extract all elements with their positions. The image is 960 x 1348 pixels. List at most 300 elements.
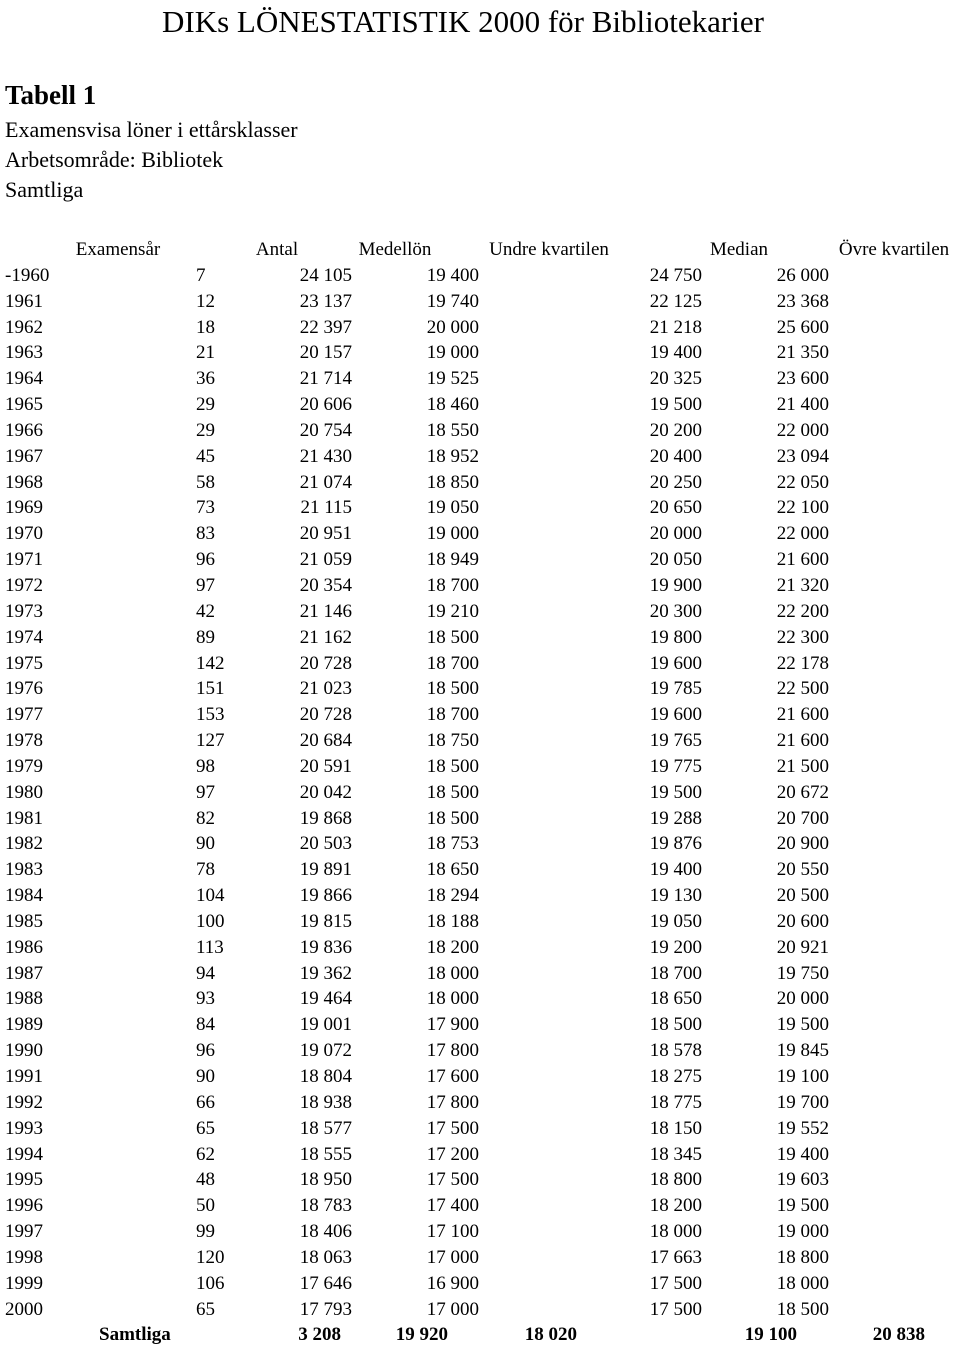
cell-medellon: 18 577 bbox=[299, 1117, 352, 1139]
cell-undre-kvartilen: 17 900 bbox=[426, 1014, 479, 1036]
cell-examensar: 1967 bbox=[5, 445, 43, 467]
cell-examensar: 1991 bbox=[5, 1066, 43, 1087]
cell-ovre-kvartilen: 18 500 bbox=[776, 1298, 829, 1320]
cell-undre-kvartilen: 17 000 bbox=[426, 1298, 479, 1320]
cell-antal: 18 bbox=[196, 316, 215, 338]
cell-examensar: 1961 bbox=[5, 290, 43, 312]
cell-medellon: 20 354 bbox=[299, 574, 352, 596]
cell-undre-kvartilen: 18 550 bbox=[426, 419, 479, 441]
cell-median: 20 200 bbox=[649, 419, 702, 441]
cell-ovre-kvartilen: 20 672 bbox=[776, 781, 829, 803]
cell-antal: 96 bbox=[196, 1040, 215, 1062]
cell-examensar: 1974 bbox=[5, 626, 43, 648]
cell-antal: 151 bbox=[196, 678, 225, 700]
cell-ovre-kvartilen: 19 552 bbox=[776, 1117, 829, 1139]
cell-median: 17 663 bbox=[649, 1246, 702, 1268]
cell-undre-kvartilen: 20 000 bbox=[426, 316, 479, 338]
cell-median: 18 500 bbox=[649, 1014, 702, 1036]
cell-antal: 7 bbox=[196, 264, 206, 286]
table-row bbox=[0, 1064, 960, 1090]
cell-antal: 93 bbox=[196, 988, 215, 1010]
cell-antal: 142 bbox=[196, 652, 225, 674]
cell-examensar: 1987 bbox=[5, 962, 43, 984]
cell-antal: 153 bbox=[196, 704, 225, 726]
cell-antal: 29 bbox=[196, 419, 215, 441]
cell-ovre-kvartilen: 19 100 bbox=[776, 1066, 829, 1087]
cell-undre-kvartilen: 17 600 bbox=[426, 1066, 479, 1087]
cell-ovre-kvartilen: 19 603 bbox=[776, 1169, 829, 1191]
cell-medellon: 21 115 bbox=[300, 497, 352, 519]
cell-median: 19 785 bbox=[649, 678, 702, 700]
cell-antal: 89 bbox=[196, 626, 215, 648]
cell-undre-kvartilen: 18 952 bbox=[426, 445, 479, 467]
cell-undre-kvartilen: 18 000 bbox=[426, 988, 479, 1010]
cell-antal: 65 bbox=[196, 1298, 215, 1320]
table-row bbox=[0, 961, 960, 987]
cell-medellon: 19 464 bbox=[299, 988, 352, 1010]
cell-median: 21 218 bbox=[649, 316, 702, 338]
cell-ovre-kvartilen: 22 000 bbox=[776, 419, 829, 441]
table-row bbox=[0, 728, 960, 754]
cell-medellon: 20 591 bbox=[299, 755, 352, 777]
column-header-ovre-kvartilen: Övre kvartilen bbox=[838, 239, 950, 260]
table-row bbox=[0, 1245, 960, 1271]
cell-ovre-kvartilen: 20 900 bbox=[776, 833, 829, 855]
cell-medellon: 18 950 bbox=[299, 1169, 352, 1191]
total-ovre-kvartilen: 20 838 bbox=[872, 1324, 925, 1346]
table-row bbox=[0, 780, 960, 806]
cell-antal: 104 bbox=[196, 885, 225, 907]
cell-examensar: 1976 bbox=[5, 678, 43, 700]
cell-examensar: 1979 bbox=[5, 755, 43, 777]
cell-antal: 94 bbox=[196, 962, 215, 984]
cell-ovre-kvartilen: 18 000 bbox=[776, 1272, 829, 1294]
cell-undre-kvartilen: 18 294 bbox=[426, 885, 479, 907]
cell-examensar: 1966 bbox=[5, 419, 43, 441]
cell-antal: 58 bbox=[196, 471, 215, 493]
cell-examensar: 1993 bbox=[5, 1117, 43, 1139]
cell-medellon: 19 001 bbox=[299, 1014, 352, 1036]
cell-examensar: 1971 bbox=[5, 549, 43, 571]
cell-antal: 50 bbox=[196, 1195, 215, 1217]
table-row bbox=[0, 470, 960, 496]
cell-medellon: 19 815 bbox=[299, 910, 352, 932]
cell-medellon: 22 397 bbox=[299, 316, 352, 338]
column-header-median: Median bbox=[709, 239, 769, 260]
cell-undre-kvartilen: 18 750 bbox=[426, 730, 479, 752]
cell-undre-kvartilen: 19 000 bbox=[426, 523, 479, 545]
cell-ovre-kvartilen: 21 320 bbox=[776, 574, 829, 596]
cell-medellon: 20 951 bbox=[299, 523, 352, 545]
table-total-row bbox=[0, 1322, 960, 1348]
cell-undre-kvartilen: 19 740 bbox=[426, 290, 479, 312]
cell-medellon: 21 162 bbox=[299, 626, 352, 648]
cell-examensar: 1984 bbox=[5, 885, 43, 907]
cell-antal: 66 bbox=[196, 1091, 215, 1113]
cell-antal: 90 bbox=[196, 833, 215, 855]
total-label: Samtliga bbox=[99, 1324, 171, 1346]
table-row bbox=[0, 1116, 960, 1142]
cell-medellon: 20 157 bbox=[299, 342, 352, 364]
table-row bbox=[0, 1012, 960, 1038]
cell-examensar: 2000 bbox=[5, 1298, 43, 1320]
cell-undre-kvartilen: 18 500 bbox=[426, 755, 479, 777]
cell-antal: 113 bbox=[196, 936, 224, 958]
cell-examensar: 1981 bbox=[5, 807, 43, 829]
cell-medellon: 21 714 bbox=[299, 368, 352, 390]
cell-median: 19 600 bbox=[649, 704, 702, 726]
cell-undre-kvartilen: 19 050 bbox=[426, 497, 479, 519]
cell-undre-kvartilen: 18 500 bbox=[426, 678, 479, 700]
cell-ovre-kvartilen: 21 500 bbox=[776, 755, 829, 777]
cell-ovre-kvartilen: 18 800 bbox=[776, 1246, 829, 1268]
table-row bbox=[0, 625, 960, 651]
table-row bbox=[0, 340, 960, 366]
cell-median: 19 500 bbox=[649, 781, 702, 803]
cell-median: 19 130 bbox=[649, 885, 702, 907]
cell-medellon: 19 072 bbox=[299, 1040, 352, 1062]
cell-ovre-kvartilen: 21 600 bbox=[776, 549, 829, 571]
cell-ovre-kvartilen: 19 000 bbox=[776, 1221, 829, 1243]
cell-ovre-kvartilen: 22 500 bbox=[776, 678, 829, 700]
cell-ovre-kvartilen: 20 700 bbox=[776, 807, 829, 829]
group-label: Samtliga bbox=[5, 177, 84, 202]
cell-undre-kvartilen: 17 000 bbox=[426, 1246, 479, 1268]
cell-examensar: 1970 bbox=[5, 523, 43, 545]
cell-examensar: 1969 bbox=[5, 497, 43, 519]
cell-median: 19 400 bbox=[649, 342, 702, 364]
cell-ovre-kvartilen: 23 600 bbox=[776, 368, 829, 390]
cell-examensar: 1962 bbox=[5, 316, 43, 338]
cell-antal: 82 bbox=[196, 807, 215, 829]
cell-undre-kvartilen: 19 210 bbox=[426, 600, 479, 622]
cell-median: 18 150 bbox=[649, 1117, 702, 1139]
cell-median: 18 578 bbox=[649, 1040, 702, 1062]
cell-ovre-kvartilen: 19 500 bbox=[776, 1195, 829, 1217]
cell-median: 19 800 bbox=[649, 626, 702, 648]
cell-examensar: 1995 bbox=[5, 1169, 43, 1191]
cell-antal: 98 bbox=[196, 755, 215, 777]
table-heading: Tabell 1 bbox=[5, 80, 97, 110]
cell-antal: 42 bbox=[196, 600, 215, 622]
table-row bbox=[0, 806, 960, 832]
cell-examensar: 1999 bbox=[5, 1272, 43, 1294]
cell-medellon: 18 555 bbox=[299, 1143, 352, 1165]
cell-antal: 78 bbox=[196, 859, 215, 881]
cell-ovre-kvartilen: 23 368 bbox=[776, 290, 829, 312]
cell-undre-kvartilen: 18 700 bbox=[426, 704, 479, 726]
cell-ovre-kvartilen: 26 000 bbox=[776, 264, 829, 286]
table-row bbox=[0, 702, 960, 728]
cell-undre-kvartilen: 18 500 bbox=[426, 781, 479, 803]
cell-ovre-kvartilen: 20 600 bbox=[776, 910, 829, 932]
cell-median: 19 200 bbox=[649, 936, 702, 958]
cell-medellon: 20 503 bbox=[299, 833, 352, 855]
cell-antal: 97 bbox=[196, 781, 215, 803]
cell-examensar: 1977 bbox=[5, 704, 43, 726]
table-row bbox=[0, 1219, 960, 1245]
cell-antal: 99 bbox=[196, 1221, 215, 1243]
cell-examensar: 1997 bbox=[5, 1221, 43, 1243]
cell-undre-kvartilen: 17 200 bbox=[426, 1143, 479, 1165]
cell-undre-kvartilen: 17 500 bbox=[426, 1169, 479, 1191]
table-header-row bbox=[0, 237, 960, 263]
cell-ovre-kvartilen: 23 094 bbox=[776, 445, 829, 467]
table-row bbox=[0, 1038, 960, 1064]
cell-median: 19 600 bbox=[649, 652, 702, 674]
cell-medellon: 24 105 bbox=[299, 264, 352, 286]
cell-medellon: 18 938 bbox=[299, 1091, 352, 1113]
cell-medellon: 20 754 bbox=[299, 419, 352, 441]
cell-ovre-kvartilen: 21 600 bbox=[776, 704, 829, 726]
cell-undre-kvartilen: 18 188 bbox=[426, 910, 479, 932]
cell-examensar: 1978 bbox=[5, 730, 43, 752]
cell-antal: 97 bbox=[196, 574, 215, 596]
document-title: DIKs LÖNESTATISTIK 2000 för Bibliotekarier bbox=[162, 4, 764, 39]
cell-median: 22 125 bbox=[649, 290, 702, 312]
table-row bbox=[0, 676, 960, 702]
cell-antal: 29 bbox=[196, 394, 215, 416]
cell-undre-kvartilen: 16 900 bbox=[426, 1272, 479, 1294]
table-row bbox=[0, 315, 960, 341]
cell-median: 19 288 bbox=[649, 807, 702, 829]
table-row bbox=[0, 651, 960, 677]
table-row bbox=[0, 1142, 960, 1168]
cell-ovre-kvartilen: 20 550 bbox=[776, 859, 829, 881]
cell-medellon: 21 059 bbox=[299, 549, 352, 571]
cell-undre-kvartilen: 17 400 bbox=[426, 1195, 479, 1217]
cell-median: 19 900 bbox=[649, 574, 702, 596]
cell-median: 20 050 bbox=[649, 549, 702, 571]
cell-ovre-kvartilen: 22 300 bbox=[776, 626, 829, 648]
cell-examensar: 1988 bbox=[5, 988, 43, 1010]
table-body bbox=[0, 263, 960, 1323]
cell-medellon: 20 728 bbox=[299, 704, 352, 726]
cell-ovre-kvartilen: 19 700 bbox=[776, 1091, 829, 1113]
table-row bbox=[0, 599, 960, 625]
total-median: 19 100 bbox=[744, 1324, 797, 1346]
table-row bbox=[0, 986, 960, 1012]
cell-medellon: 19 891 bbox=[299, 859, 352, 881]
cell-ovre-kvartilen: 20 500 bbox=[776, 885, 829, 907]
cell-examensar: 1968 bbox=[5, 471, 43, 493]
cell-undre-kvartilen: 18 753 bbox=[426, 833, 479, 855]
cell-median: 20 400 bbox=[649, 445, 702, 467]
cell-antal: 12 bbox=[196, 290, 215, 312]
total-antal: 3 208 bbox=[298, 1324, 341, 1346]
cell-examensar: 1983 bbox=[5, 859, 43, 881]
table-row bbox=[0, 366, 960, 392]
cell-ovre-kvartilen: 22 000 bbox=[776, 523, 829, 545]
cell-median: 20 325 bbox=[649, 368, 702, 390]
table-row bbox=[0, 909, 960, 935]
cell-ovre-kvartilen: 21 400 bbox=[776, 394, 829, 416]
cell-median: 20 250 bbox=[649, 471, 702, 493]
cell-ovre-kvartilen: 21 350 bbox=[776, 342, 829, 364]
cell-undre-kvartilen: 18 500 bbox=[426, 626, 479, 648]
cell-examensar: 1998 bbox=[5, 1246, 43, 1268]
cell-examensar: 1990 bbox=[5, 1040, 43, 1062]
cell-examensar: 1992 bbox=[5, 1091, 43, 1113]
cell-antal: 100 bbox=[196, 910, 225, 932]
cell-antal: 83 bbox=[196, 523, 215, 545]
table-row bbox=[0, 263, 960, 289]
cell-examensar: 1989 bbox=[5, 1014, 43, 1036]
cell-antal: 36 bbox=[196, 368, 215, 390]
cell-ovre-kvartilen: 20 921 bbox=[776, 936, 829, 958]
table-description: Examensvisa löner i ettårsklasser bbox=[5, 117, 298, 142]
salary-table bbox=[0, 237, 960, 1348]
table-row bbox=[0, 1297, 960, 1323]
cell-examensar: -1960 bbox=[5, 264, 50, 286]
cell-medellon: 21 023 bbox=[299, 678, 352, 700]
cell-antal: 62 bbox=[196, 1143, 215, 1165]
cell-median: 19 765 bbox=[649, 730, 702, 752]
cell-ovre-kvartilen: 22 050 bbox=[776, 471, 829, 493]
cell-median: 20 650 bbox=[649, 497, 702, 519]
cell-ovre-kvartilen: 22 200 bbox=[776, 600, 829, 622]
table-row bbox=[0, 573, 960, 599]
cell-examensar: 1982 bbox=[5, 833, 43, 855]
cell-median: 19 050 bbox=[649, 910, 702, 932]
total-medellon: 19 920 bbox=[395, 1324, 448, 1346]
cell-undre-kvartilen: 17 500 bbox=[426, 1117, 479, 1139]
cell-examensar: 1996 bbox=[5, 1195, 43, 1217]
cell-median: 18 275 bbox=[649, 1066, 702, 1087]
cell-median: 20 000 bbox=[649, 523, 702, 545]
cell-undre-kvartilen: 18 850 bbox=[426, 471, 479, 493]
table-row bbox=[0, 418, 960, 444]
cell-examensar: 1972 bbox=[5, 574, 43, 596]
cell-medellon: 21 074 bbox=[299, 471, 352, 493]
cell-undre-kvartilen: 18 000 bbox=[426, 962, 479, 984]
cell-antal: 90 bbox=[196, 1066, 215, 1087]
cell-examensar: 1975 bbox=[5, 652, 43, 674]
table-row bbox=[0, 1167, 960, 1193]
cell-median: 19 400 bbox=[649, 859, 702, 881]
cell-ovre-kvartilen: 25 600 bbox=[776, 316, 829, 338]
table-row bbox=[0, 444, 960, 470]
cell-medellon: 20 684 bbox=[299, 730, 352, 752]
cell-undre-kvartilen: 18 500 bbox=[426, 807, 479, 829]
table-row bbox=[0, 935, 960, 961]
table-row bbox=[0, 883, 960, 909]
cell-antal: 73 bbox=[196, 497, 215, 519]
cell-examensar: 1963 bbox=[5, 342, 43, 364]
cell-median: 19 876 bbox=[649, 833, 702, 855]
cell-ovre-kvartilen: 19 750 bbox=[776, 962, 829, 984]
cell-medellon: 18 804 bbox=[299, 1066, 352, 1087]
table-row bbox=[0, 289, 960, 315]
cell-median: 19 500 bbox=[649, 394, 702, 416]
cell-examensar: 1973 bbox=[5, 600, 43, 622]
cell-medellon: 20 728 bbox=[299, 652, 352, 674]
table-row bbox=[0, 1090, 960, 1116]
table-row bbox=[0, 1193, 960, 1219]
cell-medellon: 20 606 bbox=[299, 394, 352, 416]
cell-median: 20 300 bbox=[649, 600, 702, 622]
column-header-antal: Antal bbox=[255, 239, 299, 260]
cell-median: 17 500 bbox=[649, 1272, 702, 1294]
cell-ovre-kvartilen: 19 845 bbox=[776, 1040, 829, 1062]
cell-medellon: 18 063 bbox=[299, 1246, 352, 1268]
cell-ovre-kvartilen: 19 400 bbox=[776, 1143, 829, 1165]
table-row bbox=[0, 521, 960, 547]
cell-medellon: 19 362 bbox=[299, 962, 352, 984]
cell-antal: 127 bbox=[196, 730, 225, 752]
cell-antal: 65 bbox=[196, 1117, 215, 1139]
cell-undre-kvartilen: 18 200 bbox=[426, 936, 479, 958]
cell-undre-kvartilen: 19 400 bbox=[426, 264, 479, 286]
cell-undre-kvartilen: 17 100 bbox=[426, 1221, 479, 1243]
cell-median: 18 000 bbox=[649, 1221, 702, 1243]
cell-antal: 96 bbox=[196, 549, 215, 571]
cell-medellon: 19 836 bbox=[299, 936, 352, 958]
cell-median: 17 500 bbox=[649, 1298, 702, 1320]
cell-undre-kvartilen: 19 000 bbox=[426, 342, 479, 364]
cell-medellon: 17 646 bbox=[299, 1272, 352, 1294]
cell-ovre-kvartilen: 21 600 bbox=[776, 730, 829, 752]
cell-examensar: 1994 bbox=[5, 1143, 43, 1165]
cell-antal: 21 bbox=[196, 342, 215, 364]
cell-examensar: 1980 bbox=[5, 781, 43, 803]
cell-ovre-kvartilen: 20 000 bbox=[776, 988, 829, 1010]
table-row bbox=[0, 392, 960, 418]
cell-median: 18 775 bbox=[649, 1091, 702, 1113]
cell-medellon: 21 430 bbox=[299, 445, 352, 467]
table-row bbox=[0, 495, 960, 521]
cell-examensar: 1986 bbox=[5, 936, 43, 958]
cell-examensar: 1965 bbox=[5, 394, 43, 416]
table-row bbox=[0, 857, 960, 883]
cell-medellon: 23 137 bbox=[299, 290, 352, 312]
cell-antal: 120 bbox=[196, 1246, 225, 1268]
table-row bbox=[0, 831, 960, 857]
cell-median: 24 750 bbox=[649, 264, 702, 286]
cell-ovre-kvartilen: 19 500 bbox=[776, 1014, 829, 1036]
cell-ovre-kvartilen: 22 100 bbox=[776, 497, 829, 519]
column-header-medellon: Medellön bbox=[358, 239, 432, 260]
cell-median: 18 650 bbox=[649, 988, 702, 1010]
cell-undre-kvartilen: 17 800 bbox=[426, 1040, 479, 1062]
cell-undre-kvartilen: 18 700 bbox=[426, 652, 479, 674]
cell-antal: 106 bbox=[196, 1272, 225, 1294]
cell-medellon: 21 146 bbox=[299, 600, 352, 622]
cell-median: 18 800 bbox=[649, 1169, 702, 1191]
table-row bbox=[0, 547, 960, 573]
cell-median: 18 200 bbox=[649, 1195, 702, 1217]
table-row bbox=[0, 754, 960, 780]
cell-median: 18 345 bbox=[649, 1143, 702, 1165]
cell-undre-kvartilen: 18 949 bbox=[426, 549, 479, 571]
cell-undre-kvartilen: 18 700 bbox=[426, 574, 479, 596]
total-undre-kvartilen: 18 020 bbox=[524, 1324, 577, 1346]
cell-undre-kvartilen: 19 525 bbox=[426, 368, 479, 390]
cell-undre-kvartilen: 18 460 bbox=[426, 394, 479, 416]
cell-examensar: 1985 bbox=[5, 910, 43, 932]
cell-antal: 45 bbox=[196, 445, 215, 467]
column-header-undre-kvartilen: Undre kvartilen bbox=[489, 239, 609, 260]
table-row bbox=[0, 1271, 960, 1297]
cell-median: 18 700 bbox=[649, 962, 702, 984]
column-header-examensar: Examensår bbox=[75, 239, 161, 260]
work-area-label: Arbetsområde: Bibliotek bbox=[5, 147, 224, 172]
cell-medellon: 18 406 bbox=[299, 1221, 352, 1243]
cell-medellon: 19 866 bbox=[299, 885, 352, 907]
cell-ovre-kvartilen: 22 178 bbox=[776, 652, 829, 674]
cell-medellon: 19 868 bbox=[299, 807, 352, 829]
cell-antal: 48 bbox=[196, 1169, 215, 1191]
